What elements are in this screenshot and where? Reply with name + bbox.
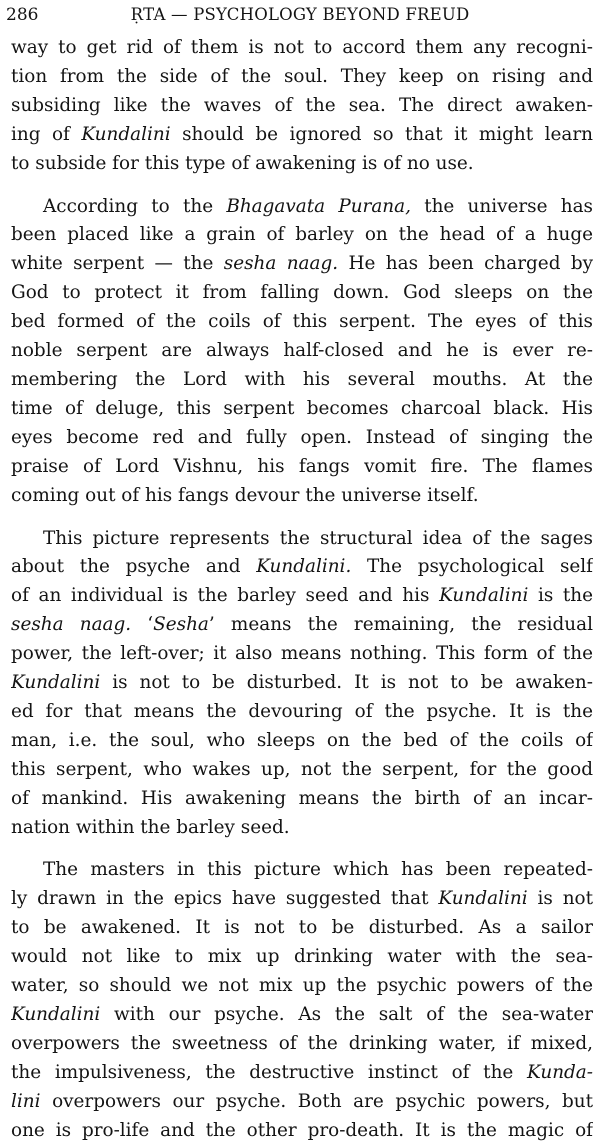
text-line: God to protect it from falling down. God sleeps on the [11,282,593,304]
running-title: ṚTA — PSYCHOLOGY BEYOND FREUD [130,5,470,24]
text-line: membering the Lord with his several mouths. At the [11,368,593,390]
text-line: the impulsiveness, the destructive instinct of the Kunda- [11,1061,593,1083]
text-line: This picture represents the structural idea of the sages [43,527,593,549]
text-line: Kundalini with our psyche. As the salt of the sea-water [11,1004,593,1025]
text-line: ed for that means the devouring of the psyche. It is the [11,700,593,722]
italic-term: Bhagavata Purana, [226,195,411,217]
paragraph-4 [11,856,593,1145]
text-line: of an individual is the barley seed and his Kundalini is the [11,585,593,607]
text-line: eyes become red and fully open. Instead of singing the [11,426,593,448]
text-line: been placed like a grain of barley on the head of a huge [11,224,593,246]
italic-term: Kundalini [438,888,528,910]
text-line: tion from the side of the soul. They keep on rising and [11,65,593,87]
text-line: to be awakened. It is not to be disturbed. As a sailor [11,917,593,939]
text-line: The masters in this picture which has been repeated- [43,859,593,881]
text-line: praise of Lord Vishnu, his fangs vomit fire. The flames [11,455,593,477]
text-line: overpowers the sweetness of the drinking water, if mixed, [11,1032,593,1054]
text-line: power, the left-over; it also means nothing. This form of the [11,643,593,665]
text-line: ing of Kundalini should be ignored so that it might learn [11,123,593,145]
text-line: water, so should we not mix up the psychic powers of the [11,975,593,997]
text-line: this serpent, who wakes up, not the serpent, for the good [11,758,593,780]
text-line: white serpent — the sesha naag. He has been charged by [11,253,593,275]
text-line: coming out of his fangs devour the universe itself. [11,484,479,506]
italic-term: sesha naag. [223,253,339,275]
body-text [11,34,593,1146]
text-line: man, i.e. the soul, who sleeps on the bed of the coils of [11,729,593,751]
text-line: lini overpowers our psyche. Both are psychic powers, but [11,1090,593,1112]
text-line: ly drawn in the epics have suggested that Kundalini is not [11,888,593,910]
page-number: 286 [6,5,39,25]
paragraph-2 [11,193,593,511]
text-line: According to the Bhagavata Purana, the universe has [43,195,593,217]
italic-term: Kundalini. [256,556,352,578]
italic-term: Sesha [153,614,209,636]
text-line: would not like to mix up drinking water with the sea- [11,946,593,968]
text-line: way to get rid of them is not to accord them any recogni- [11,37,593,58]
text-line: about the psyche and Kundalini. The psychological self [11,556,593,578]
text-line: Kundalini is not to be disturbed. It is not to be awaken- [11,672,593,694]
italic-term: sesha naag. [11,614,132,636]
text-line: time of deluge, this serpent becomes charcoal black. His [11,397,593,419]
paragraph-3 [11,525,593,843]
text-line: to subside for this type of awakening is of no use. [11,152,474,174]
text-line: noble serpent are always half-closed and he is ever re- [11,340,593,362]
text-line: sesha naag. ‘Sesha’ means the remaining, the residual [11,614,593,636]
text-line: subsiding like the waves of the sea. The direct awaken- [11,94,593,116]
italic-term: lini [11,1090,41,1112]
paragraph-1 [11,34,593,179]
italic-term: Kundalini [11,1004,101,1025]
italic-term: Kundalini [81,123,171,145]
italic-term: Kundalini [11,672,101,694]
text-line: one is pro-life and the other pro-death. It is the magic of [11,1119,593,1141]
italic-term: Kunda- [527,1061,593,1083]
text-line: nation within the barley seed. [11,816,290,838]
italic-term: Kundalini [439,585,529,607]
text-line: bed formed of the coils of this serpent. The eyes of this [11,311,593,333]
running-head [0,3,600,29]
text-line: of mankind. His awakening means the birth of an incar- [11,787,593,809]
